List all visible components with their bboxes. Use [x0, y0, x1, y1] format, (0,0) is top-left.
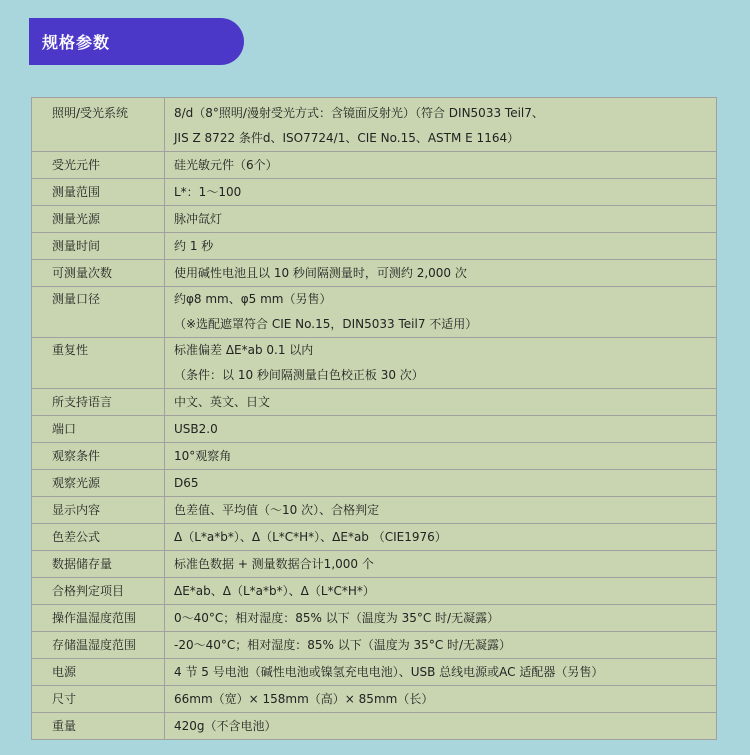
- spec-label: 所支持语言: [32, 389, 165, 416]
- spec-label: 重量: [32, 713, 165, 740]
- spec-label: 受光元件: [32, 152, 165, 179]
- spec-label: 显示内容: [32, 497, 165, 524]
- spec-row: [32, 233, 717, 260]
- spec-value: [165, 152, 717, 179]
- spec-row: [32, 659, 717, 686]
- spec-value-line: -20～40°C；相对湿度：85% 以下（温度为 35°C 时/无凝露）: [174, 638, 512, 652]
- spec-row: [32, 416, 717, 443]
- spec-row: [32, 287, 717, 338]
- spec-value-line: 0～40°C；相对湿度：85% 以下（温度为 35°C 时/无凝露）: [174, 611, 500, 625]
- spec-label: 尺寸: [32, 686, 165, 713]
- spec-label: 操作温湿度范围: [32, 605, 165, 632]
- spec-value: [165, 659, 717, 686]
- spec-row: [32, 260, 717, 287]
- spec-value-line: 中文、英文、日文: [174, 395, 271, 409]
- spec-value: [165, 686, 717, 713]
- spec-value: [165, 551, 717, 578]
- spec-value-line: （※选配遮罩符合 CIE No.15，DIN5033 Teil7 不适用）: [174, 317, 478, 331]
- spec-row: [32, 578, 717, 605]
- spec-value-line: 色差值、平均值（～10 次）、合格判定: [174, 503, 380, 517]
- spec-row: [32, 632, 717, 659]
- spec-value-line: 10°观察角: [174, 449, 232, 463]
- spec-label: 观察条件: [32, 443, 165, 470]
- spec-value-line: 标准偏差 ΔE*ab 0.1 以内: [174, 343, 314, 357]
- spec-row: [32, 551, 717, 578]
- spec-value: [165, 287, 717, 338]
- spec-label: 测量时间: [32, 233, 165, 260]
- spec-value: [165, 338, 717, 389]
- spec-value-line: 420g（不含电池）: [174, 719, 277, 733]
- spec-value-line: USB2.0: [174, 422, 218, 436]
- spec-value: [165, 416, 717, 443]
- spec-value-line: 标准色数据 + 测量数据合计1,000 个: [174, 557, 374, 571]
- section-title-text: 规格参数: [42, 33, 111, 52]
- spec-value-line: 约φ8 mm、φ5 mm（另售）: [174, 292, 332, 306]
- spec-value: [165, 233, 717, 260]
- spec-row: [32, 470, 717, 497]
- spec-row: [32, 713, 717, 740]
- spec-row: [32, 152, 717, 179]
- spec-label: 测量光源: [32, 206, 165, 233]
- spec-value: [165, 179, 717, 206]
- spec-row: [32, 686, 717, 713]
- spec-row: [32, 179, 717, 206]
- spec-value-line: 使用碱性电池且以 10 秒间隔测量时，可测约 2,000 次: [174, 266, 467, 280]
- spec-row: [32, 605, 717, 632]
- spec-value: [165, 713, 717, 740]
- spec-row: [32, 443, 717, 470]
- spec-label: 数据储存量: [32, 551, 165, 578]
- spec-value-line: 4 节 5 号电池（碱性电池或镍氢充电电池）、USB 总线电源或AC 适配器（另售）: [174, 665, 604, 679]
- spec-value: [165, 497, 717, 524]
- spec-label: 测量口径: [32, 287, 165, 338]
- spec-value: [165, 443, 717, 470]
- spec-row: [32, 524, 717, 551]
- spec-row: [32, 206, 717, 233]
- spec-label: 可测量次数: [32, 260, 165, 287]
- spec-value: [165, 206, 717, 233]
- spec-value-line: （条件：以 10 秒间隔测量白色校正板 30 次）: [174, 368, 424, 382]
- spec-label: 色差公式: [32, 524, 165, 551]
- spec-row: [32, 389, 717, 416]
- spec-label: 合格判定项目: [32, 578, 165, 605]
- spec-table: [31, 97, 717, 740]
- spec-label: 观察光源: [32, 470, 165, 497]
- spec-value: [165, 260, 717, 287]
- spec-label: 存储温湿度范围: [32, 632, 165, 659]
- spec-label: 电源: [32, 659, 165, 686]
- spec-value-line: 脉冲氙灯: [174, 212, 223, 226]
- spec-value: [165, 632, 717, 659]
- spec-value-line: ΔE*ab、Δ（L*a*b*）、Δ（L*C*H*）: [174, 584, 375, 598]
- spec-value: [165, 605, 717, 632]
- spec-value-line: 约 1 秒: [174, 239, 214, 253]
- spec-row: [32, 338, 717, 389]
- spec-row: [32, 497, 717, 524]
- spec-value-line: JIS Z 8722 条件d、ISO7724/1、CIE No.15、ASTM E 1164）: [174, 131, 520, 145]
- spec-value: [165, 578, 717, 605]
- spec-value: [165, 524, 717, 551]
- spec-value-line: D65: [174, 476, 199, 490]
- spec-label: 照明/受光系统: [32, 98, 165, 152]
- spec-label: 端口: [32, 416, 165, 443]
- section-title: [29, 18, 244, 65]
- spec-value: [165, 389, 717, 416]
- spec-label: 测量范围: [32, 179, 165, 206]
- spec-value-line: 8/d（8°照明/漫射受光方式：含镜面反射光）（符合 DIN5033 Teil7、: [174, 106, 544, 120]
- spec-value-line: L*：1～100: [174, 185, 242, 199]
- spec-label: 重复性: [32, 338, 165, 389]
- spec-row: [32, 98, 717, 152]
- spec-value-line: Δ（L*a*b*）、Δ（L*C*H*）、ΔE*ab （CIE1976）: [174, 530, 447, 544]
- spec-value: [165, 98, 717, 152]
- spec-value-line: 66mm（宽）× 158mm（高）× 85mm（长）: [174, 692, 434, 706]
- spec-value-line: 硅光敏元件（6个）: [174, 158, 278, 172]
- spec-value: [165, 470, 717, 497]
